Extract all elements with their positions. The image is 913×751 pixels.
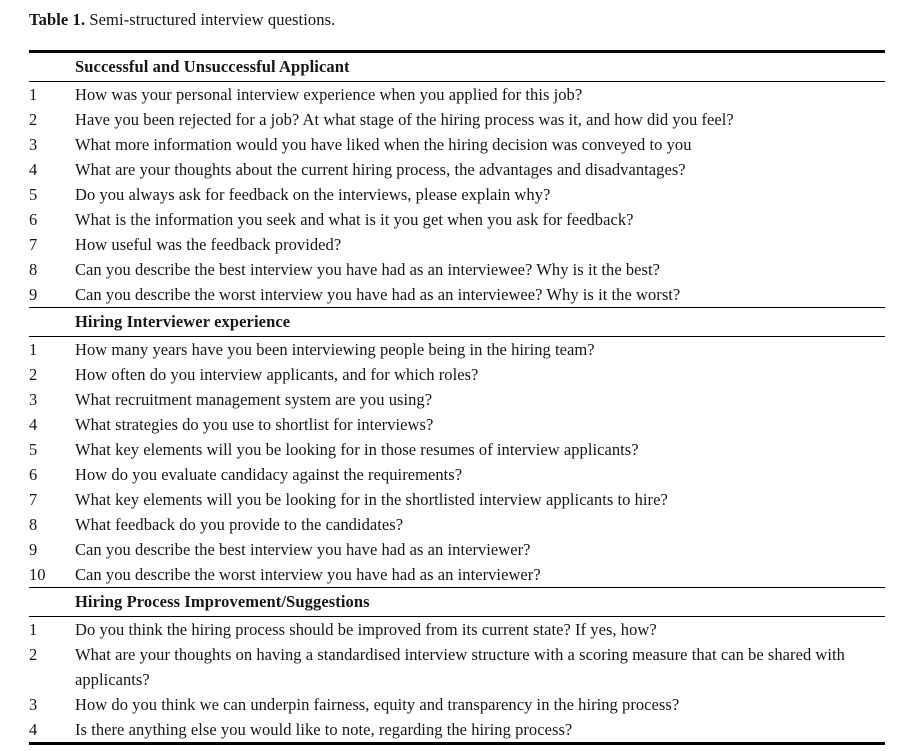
question-number: 8 [29,260,38,279]
caption-text: Semi-structured interview questions. [85,10,336,29]
question-number: 5 [29,185,38,204]
table-row [29,512,885,537]
table-row [29,562,885,588]
table-row [29,337,885,363]
question-text: How many years have you been interviewing people being in the hiring team? [75,337,885,363]
question-text: How was your personal interview experience when you applied for this job? [75,82,885,108]
question-text: What is the information you seek and what is it you get when you ask for feedback? [75,210,634,229]
table-section-header-row [29,308,885,337]
question-number: 6 [29,210,38,229]
question-number: 4 [29,717,75,744]
question-number: 2 [29,110,38,129]
table-row [29,462,885,487]
question-number: 5 [29,440,38,459]
table-row [29,642,885,692]
table-row [29,487,885,512]
table-row [29,717,885,744]
question-text: What key elements will you be looking for in the shortlisted interview applicants to hire? [75,490,668,509]
question-number: 9 [29,540,38,559]
question-number: 2 [29,365,38,384]
question-number: 1 [29,337,75,363]
table-row [29,182,885,207]
question-text: What more information would you have liked when the hiring decision was conveyed to you [75,135,692,154]
question-number: 3 [29,135,38,154]
table-body [29,52,885,744]
question-number: 4 [29,415,38,434]
question-text: How useful was the feedback provided? [75,235,342,254]
table-caption [29,10,335,30]
question-number: 1 [29,617,75,643]
interview-questions-table-wrapper [29,50,885,745]
question-text: How do you evaluate candidacy against the requirements? [75,465,463,484]
question-number: 3 [29,390,38,409]
table-row [29,257,885,282]
table-row [29,107,885,132]
question-text: What are your thoughts on having a standardised interview structure with a scoring measure that can be shared with applicants? [75,645,845,689]
table-row [29,617,885,643]
question-text: What strategies do you use to shortlist for interviews? [75,415,434,434]
question-text: Can you describe the worst interview you have had as an interviewer? [75,565,541,584]
question-text: How do you think we can underpin fairness, equity and transparency in the hiring process? [75,695,680,714]
question-number: 10 [29,565,46,584]
question-text: Have you been rejected for a job? At what stage of the hiring process was it, and how did you feel? [75,110,734,129]
question-text: Can you describe the worst interview you have had as an interviewee? Why is it the worst? [75,285,681,304]
question-text: What recruitment management system are you using? [75,390,433,409]
question-number: 8 [29,515,38,534]
question-number: 9 [29,285,38,304]
table-row [29,537,885,562]
section-header-spacer-cell [29,308,75,337]
question-number: 4 [29,160,38,179]
table-section-header-row [29,52,885,82]
question-text: Is there anything else you would like to note, regarding the hiring process? [75,717,885,744]
question-number: 6 [29,465,38,484]
section-header-label: Successful and Unsuccessful Applicant [75,52,885,82]
question-text: How often do you interview applicants, and for which roles? [75,365,479,384]
section-header-spacer-cell [29,52,75,82]
table-row [29,387,885,412]
question-text: What feedback do you provide to the candidates? [75,515,404,534]
question-text: Do you think the hiring process should be improved from its current state? If yes, how? [75,617,885,643]
table-row [29,282,885,308]
table-section-header-row [29,588,885,617]
table-row [29,132,885,157]
table-row [29,157,885,182]
table-row [29,82,885,108]
question-number: 2 [29,645,38,664]
table-row [29,207,885,232]
question-text: What key elements will you be looking for in those resumes of interview applicants? [75,440,639,459]
section-header-spacer-cell [29,588,75,617]
section-header-label: Hiring Interviewer experience [75,308,885,337]
section-header-label: Hiring Process Improvement/Suggestions [75,588,885,617]
table-row [29,412,885,437]
question-number: 7 [29,490,38,509]
table-row [29,362,885,387]
table-row [29,232,885,257]
question-text: Do you always ask for feedback on the interviews, please explain why? [75,185,551,204]
question-number: 1 [29,82,75,108]
question-text: Can you describe the best interview you have had as an interviewee? Why is it the best? [75,260,661,279]
question-number: 3 [29,695,38,714]
question-number: 7 [29,235,38,254]
question-text: What are your thoughts about the current hiring process, the advantages and disadvantages? [75,160,686,179]
interview-questions-table [29,50,885,745]
caption-label: Table 1. [29,10,86,29]
table-row [29,437,885,462]
question-text: Can you describe the best interview you have had as an interviewer? [75,540,531,559]
table-row [29,692,885,717]
